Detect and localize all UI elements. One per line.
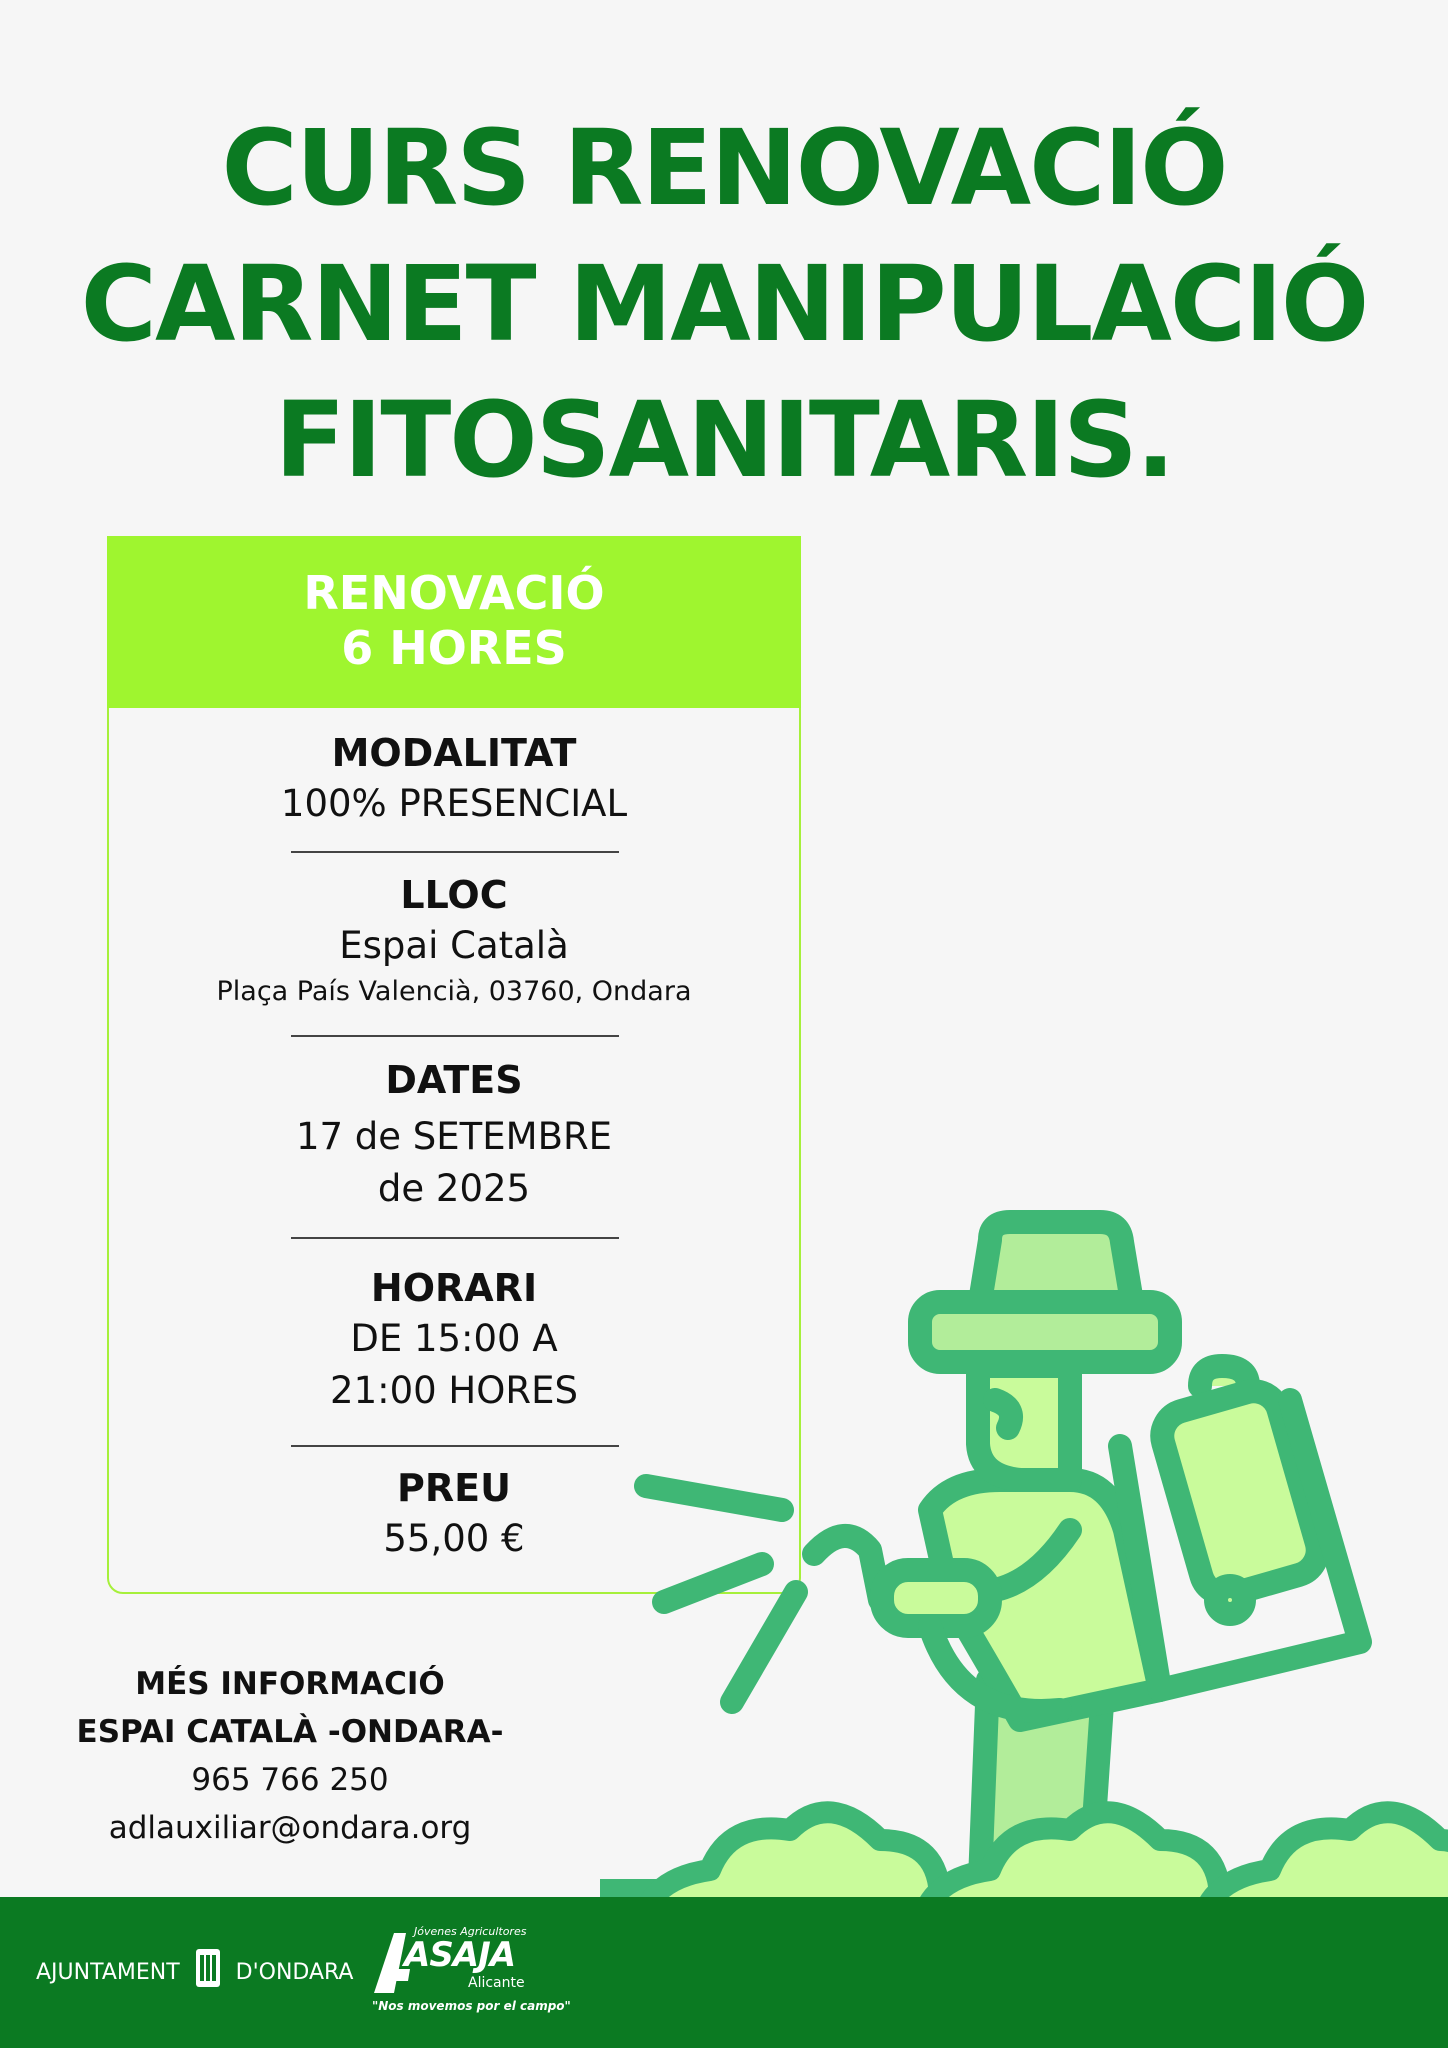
divider xyxy=(291,851,619,853)
tank-valve xyxy=(1216,1586,1244,1614)
page-title xyxy=(0,100,1448,508)
divider xyxy=(291,1445,619,1447)
ajuntament-crest-icon xyxy=(195,1947,221,1989)
dates-value-line-1: 17 de SETEMBRE xyxy=(295,1115,613,1158)
ajuntament-logo xyxy=(36,1957,353,1989)
ajuntament-text-left: AJUNTAMENT xyxy=(36,1960,180,1985)
preu-value: 55,00 € xyxy=(383,1517,525,1560)
info-email: adlauxiliar@ondara.org xyxy=(108,1810,472,1846)
asaja-name: ASAJA xyxy=(404,1935,516,1975)
dates-value-line-2: de 2025 xyxy=(377,1167,531,1210)
asaja-city: Alicante xyxy=(468,1975,525,1991)
horari-value-line-1: DE 15:00 A xyxy=(350,1317,558,1360)
section-lloc xyxy=(109,870,799,1012)
lloc-label: LLOC xyxy=(400,873,508,917)
farmer-face xyxy=(995,1400,1011,1428)
lloc-address: Plaça País Valencià, 03760, Ondara xyxy=(216,976,692,1007)
farmer-head xyxy=(978,1366,1070,1480)
divider xyxy=(291,1035,619,1037)
spray-line xyxy=(732,1592,796,1702)
modalitat-label: MODALITAT xyxy=(331,731,577,775)
horari-value-line-2: 21:00 HORES xyxy=(330,1369,578,1412)
divider xyxy=(291,1237,619,1239)
footer-bar xyxy=(0,1897,1448,2048)
title-line-1: CURS RENOVACIÓ xyxy=(221,107,1227,229)
section-modalitat xyxy=(109,728,799,830)
horari-label: HORARI xyxy=(370,1266,538,1310)
title-line-3: FITOSANITARIS. xyxy=(274,379,1174,501)
card-header-line-2: 6 HORES xyxy=(341,621,567,675)
spray-line xyxy=(664,1564,762,1602)
modalitat-value: 100% PRESENCIAL xyxy=(280,782,628,825)
spray-wand xyxy=(814,1536,880,1600)
card-header xyxy=(107,536,801,708)
title-line-2: CARNET MANIPULACIÓ xyxy=(80,243,1368,365)
info-place: ESPAI CATALÀ -ONDARA- xyxy=(76,1714,504,1750)
info-phone: 965 766 250 xyxy=(191,1762,389,1798)
hat-brim xyxy=(920,1302,1170,1362)
card-header-line-1: RENOVACIÓ xyxy=(303,566,605,620)
contact-info xyxy=(40,1660,540,1852)
lloc-value: Espai Català xyxy=(339,924,569,967)
preu-label: PREU xyxy=(397,1466,511,1510)
info-heading: MÉS INFORMACIÓ xyxy=(135,1666,445,1702)
asaja-small-text: Jóvenes Agricultores xyxy=(414,1925,527,1938)
ajuntament-text-right: D'ONDARA xyxy=(235,1960,354,1985)
spray-line xyxy=(646,1486,782,1510)
dates-label: DATES xyxy=(385,1058,523,1102)
asaja-tagline: "Nos movemos por el campo" xyxy=(372,1999,571,2013)
asaja-logo xyxy=(368,1915,571,2035)
